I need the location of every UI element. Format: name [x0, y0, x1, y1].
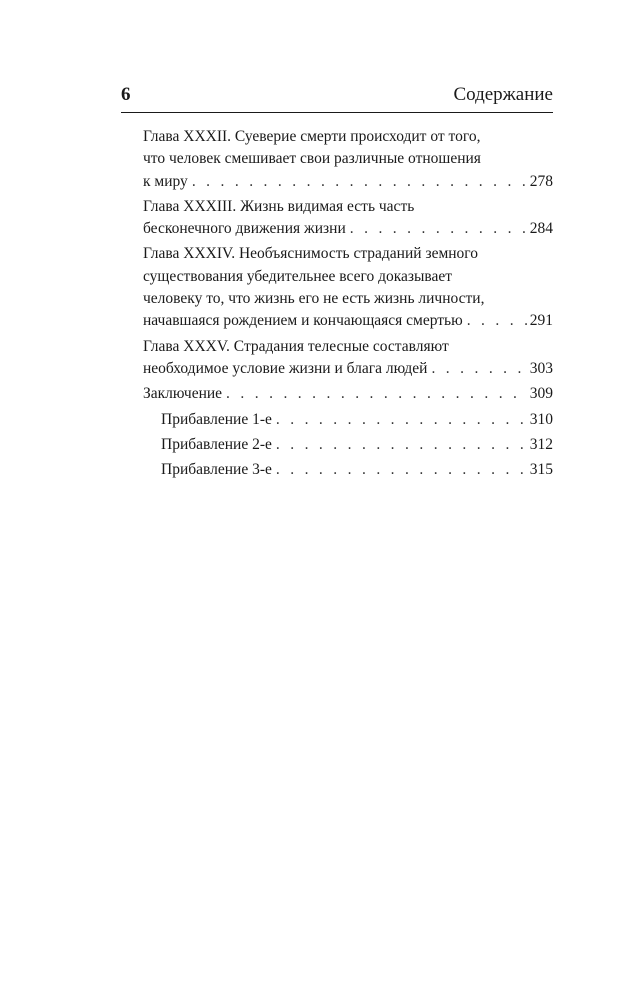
page-number: 6 [121, 84, 131, 105]
table-of-contents [143, 126, 553, 481]
running-title: Содержание [453, 84, 553, 105]
toc-entry-line: существования убедительнее всего доказывает [143, 267, 453, 285]
header-rule [121, 112, 553, 113]
toc-entry-title: начавшаяся рождением и кончающаяся смертью [143, 312, 463, 330]
toc-entry-line: Глава XXXIV. Необъяснимость страданий земного [143, 245, 479, 263]
toc-entry[interactable] [143, 126, 553, 193]
toc-entry-last-line [143, 310, 553, 332]
toc-page-number: 291 [529, 312, 553, 330]
toc-entry-line: человеку то, что жизнь его не есть жизнь личности, [143, 290, 485, 308]
toc-entry-title: необходимое условие жизни и блага людей [143, 359, 428, 377]
dot-leader [192, 171, 527, 193]
toc-entry-last-line [143, 383, 553, 405]
toc-entry-title: Прибавление 2-е [161, 435, 272, 453]
toc-entry-line: Глава XXXV. Страдания телесные составляют [143, 337, 449, 355]
toc-entry-title: к миру [143, 172, 188, 190]
toc-entry-last-line [143, 218, 553, 240]
toc-entry-appendix-2[interactable] [161, 434, 553, 456]
toc-page-number: 312 [529, 435, 553, 453]
toc-entry-last-line [161, 434, 553, 456]
dot-leader [276, 459, 527, 481]
toc-entry-last-line [143, 358, 553, 380]
toc-entry-last-line [161, 459, 553, 481]
toc-entry-appendix-3[interactable] [161, 459, 553, 481]
toc-page-number: 309 [529, 385, 553, 403]
dot-leader [431, 358, 526, 380]
toc-entry-last-line [143, 171, 553, 193]
toc-entry-line: Глава XXXIII. Жизнь видимая есть часть [143, 197, 415, 215]
toc-page-number: 315 [529, 461, 553, 479]
toc-entry-last-line [161, 409, 553, 431]
toc-entry[interactable] [143, 196, 553, 241]
dot-leader [226, 383, 527, 405]
toc-entry-line: что человек смешивает свои различные отношения [143, 150, 481, 168]
toc-entry-appendix-1[interactable] [161, 409, 553, 431]
dot-leader [276, 409, 527, 431]
toc-entry-title: Прибавление 1-е [161, 410, 272, 428]
toc-entry-title: Заключение [143, 385, 223, 403]
toc-entry-conclusion[interactable] [143, 383, 553, 405]
toc-page-number: 303 [529, 359, 553, 377]
toc-entry-title: Прибавление 3-е [161, 461, 272, 479]
toc-page-number: 284 [529, 220, 553, 238]
toc-entry[interactable] [143, 243, 553, 332]
toc-entry-title: бесконечного движения жизни [143, 220, 346, 238]
toc-entry-line: Глава XXXII. Суеверие смерти происходит от того, [143, 128, 481, 145]
dot-leader [276, 434, 527, 456]
dot-leader [467, 310, 527, 332]
toc-entry[interactable] [143, 336, 553, 381]
page-header [121, 84, 553, 110]
toc-page-number: 278 [529, 172, 553, 190]
toc-page-number: 310 [529, 410, 553, 428]
dot-leader [350, 218, 527, 240]
